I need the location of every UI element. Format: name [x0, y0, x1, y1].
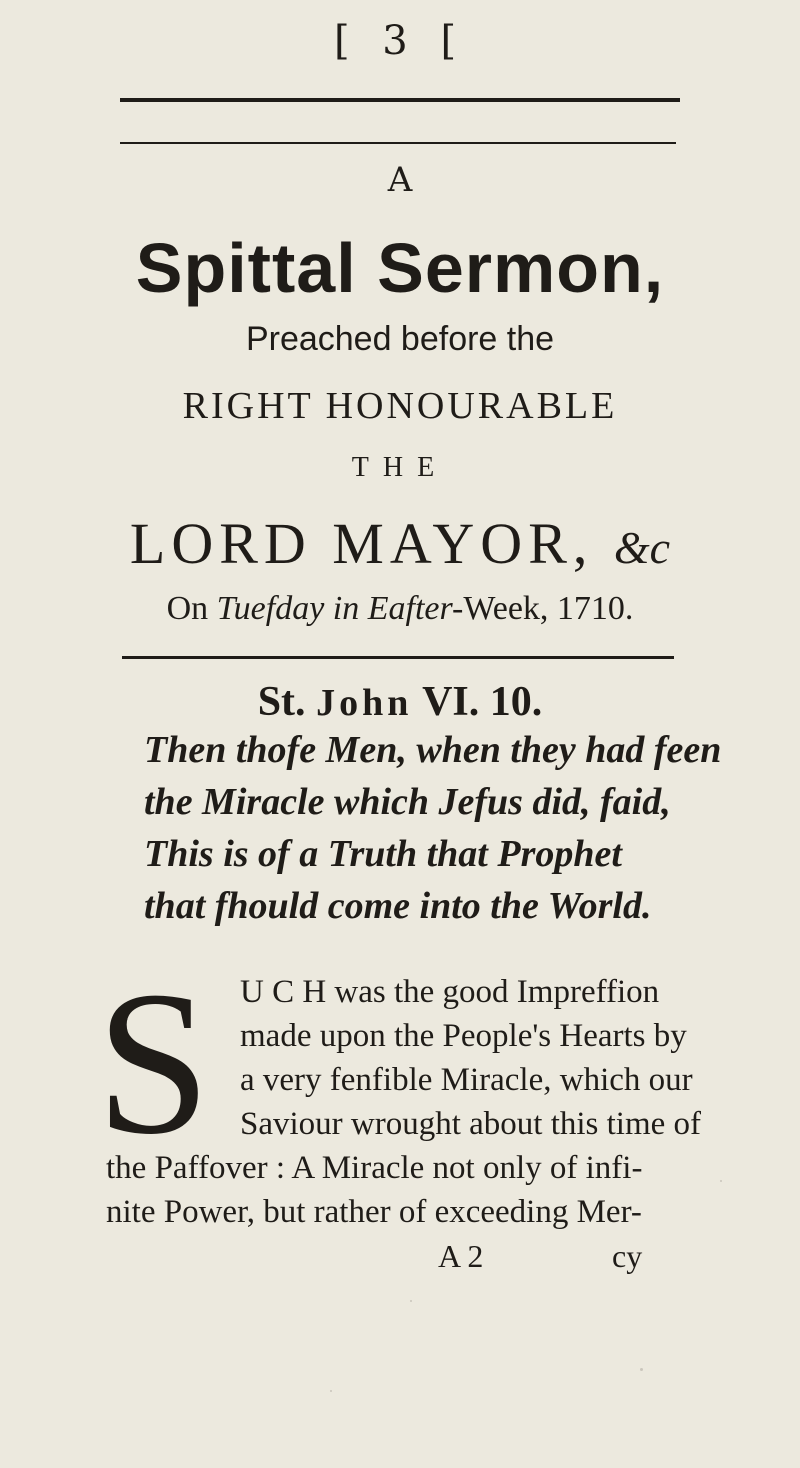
citation-book: John	[316, 682, 413, 724]
body-line-4: Saviour wrought about this time of	[240, 1106, 702, 1142]
paper-speck	[330, 1390, 332, 1392]
catchword: cy	[612, 1238, 643, 1274]
paper-speck	[410, 1300, 412, 1302]
middle-rule	[122, 656, 674, 659]
date-line	[0, 590, 800, 628]
scripture-line-1: Then thofe Men, when they had feen	[144, 729, 722, 771]
body-line-3: a very fenfible Miracle, which our	[240, 1062, 693, 1098]
page-number-mark: [ 3 [	[333, 18, 467, 64]
preached-before-line: Preached before the	[245, 320, 555, 358]
date-prefix: On	[166, 590, 209, 627]
body-line-1: U C H was the good Impreffion	[240, 974, 660, 1010]
paper-speck	[640, 1368, 643, 1371]
lord-mayor-line	[0, 510, 800, 577]
body-line-5: the Paffover : A Miracle not only of infi-	[106, 1150, 643, 1186]
body-line-6: nite Power, but rather of exceeding Mer-	[106, 1194, 642, 1230]
page-title: Spittal Sermon,	[135, 229, 665, 307]
paper-speck	[720, 1180, 722, 1182]
scripture-line-4: that fhould come into the World.	[144, 885, 652, 927]
citation-ref: VI. 10.	[422, 679, 543, 725]
date-italic: Tuefday in Eafter-	[216, 590, 464, 627]
etc-mark: &c	[613, 522, 671, 573]
scripture-line-2: the Miracle which Jefus did, faid,	[144, 781, 671, 823]
citation-st: St.	[257, 679, 306, 725]
drop-cap: S	[96, 948, 211, 1177]
right-honourable-line: RIGHT HONOURABLE	[182, 385, 618, 427]
date-suffix: Week, 1710.	[463, 590, 634, 627]
body-line-2: made upon the People's Hearts by	[240, 1018, 687, 1054]
top-rule-thin	[120, 142, 676, 144]
the-line: THE	[351, 452, 449, 483]
top-rule-thick	[120, 98, 680, 102]
lord-mayor-text: LORD MAYOR,	[129, 511, 594, 576]
scripture-citation	[0, 678, 800, 726]
signature-mark: A 2	[438, 1238, 484, 1274]
scripture-line-3: This is of a Truth that Prophet	[144, 833, 622, 875]
title-article: A	[387, 160, 413, 200]
